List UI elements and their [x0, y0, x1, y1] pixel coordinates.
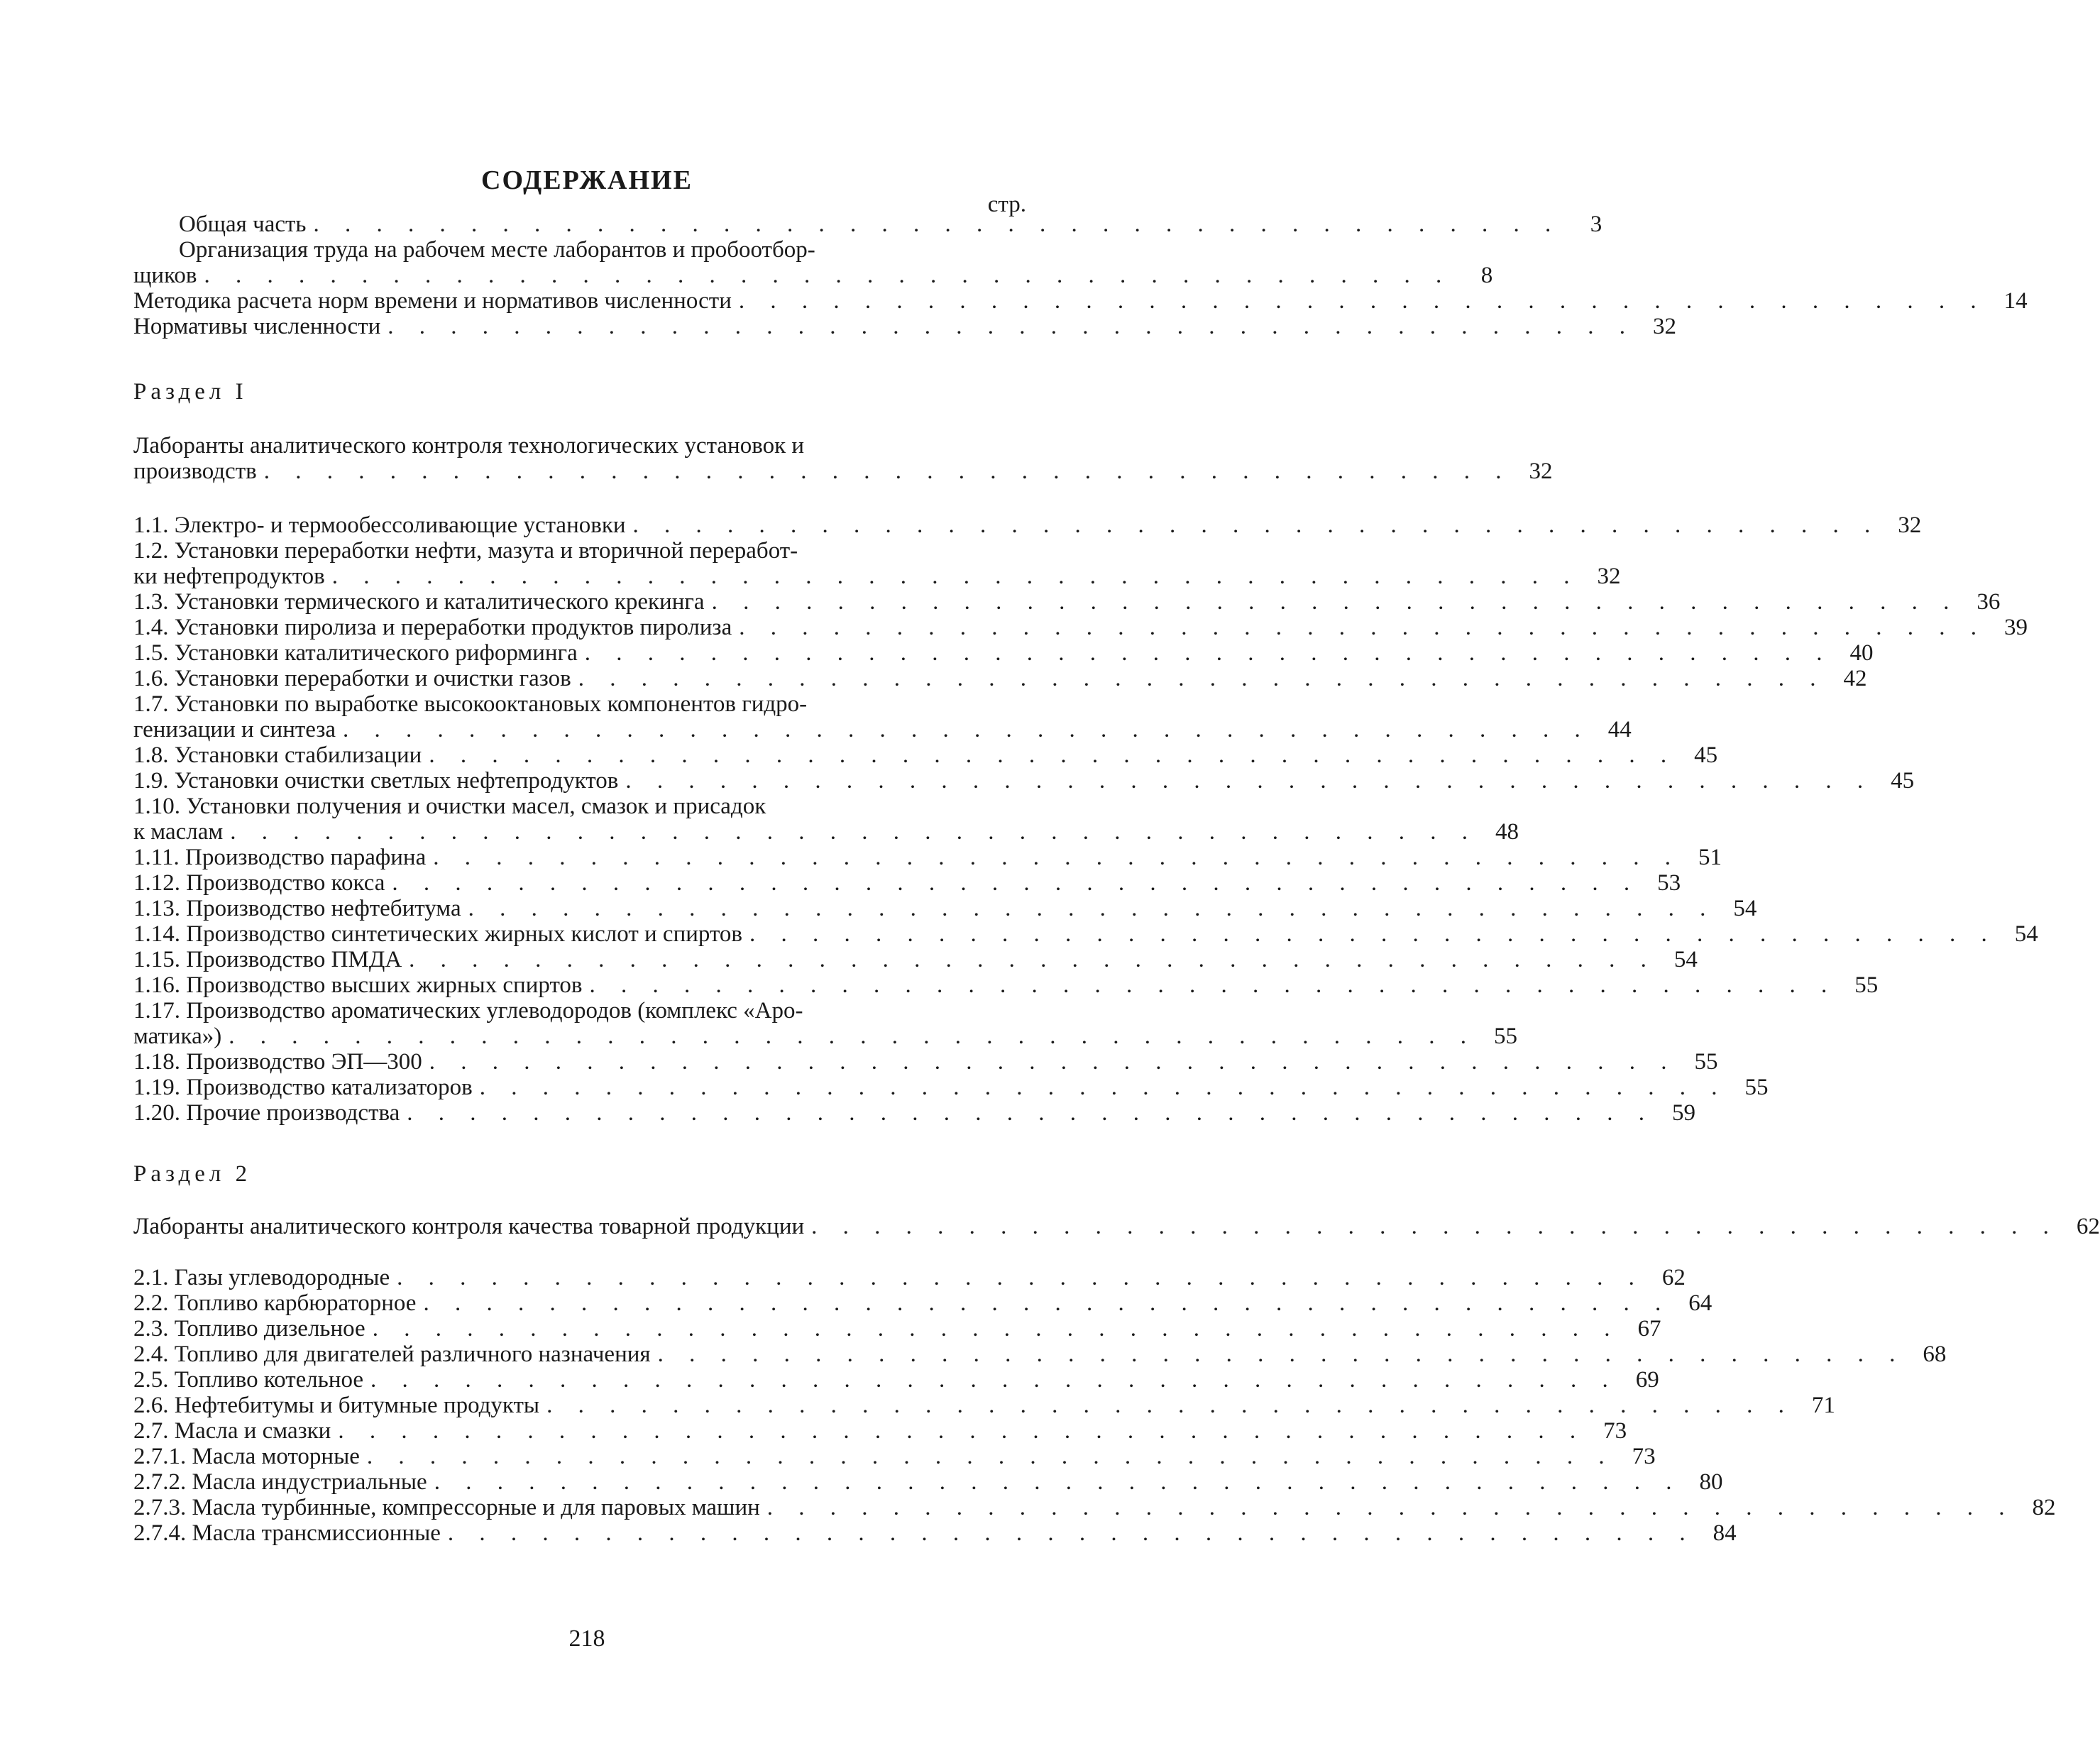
section-1-title-entry [133, 433, 1553, 484]
dot-leader: . . . . . . . . . . . . . . . . . . . . . . . . . . . . . . . . . . . . . . . . [739, 615, 1986, 640]
entry-page-number: 64 [1688, 1290, 1713, 1316]
entry-page-number: 69 [1635, 1367, 1659, 1393]
toc-entry [133, 314, 1677, 339]
toc-entry [133, 1495, 2056, 1520]
entry-text-line: 1.9. Установки очистки светлых нефтепродуктов [133, 768, 619, 794]
toc-entry [133, 1469, 1723, 1495]
dot-leader: . . . . . . . . . . . . . . . . . . . . . . . . . . . . . . . . . . . . . . . . [632, 512, 1881, 538]
entry-text-line: щиков [133, 263, 197, 288]
entry-page-number: 62 [1661, 1265, 1686, 1290]
toc-entry [133, 1265, 1686, 1290]
entry-page-number: 39 [2004, 615, 2028, 640]
dot-leader: . . . . . . . . . . . . . . . . . . . . . . . . . . . . . . . . . . . . . . . . [657, 1342, 1906, 1367]
entry-page-number: 55 [1694, 1049, 1718, 1075]
entry-page-number: 67 [1637, 1316, 1661, 1342]
entry-text-line: 1.15. Производство ПМДА [133, 947, 402, 972]
entry-text-line: 1.19. Производство катализаторов [133, 1075, 473, 1100]
dot-leader: . . . . . . . . . . . . . . . . . . . . . . . . . . . . . . . . . . . . . . . . [313, 212, 1561, 237]
entry-text-line: 2.4. Топливо для двигателей различного назначения [133, 1342, 651, 1367]
dot-leader: . . . . . . . . . . . . . . . . . . . . . . . . . . . . . . . . . . . . . . . . [749, 921, 1997, 947]
toc-entry [133, 691, 1632, 742]
entry-text-line: 1.13. Производство нефтебитума [133, 896, 461, 921]
toc-entry [133, 1100, 1696, 1126]
dot-leader: . . . . . . . . . . . . . . . . . . . . . . . . . . . . . . . . . . . . . . . . [343, 717, 1590, 742]
toc-entry [133, 212, 1603, 237]
toc-entry [133, 1049, 1718, 1075]
toc-entry [133, 288, 2028, 314]
toc-entry [133, 921, 2038, 947]
dot-leader: . . . . . . . . . . . . . . . . . . . . . . . . . . . . . . . . . . . . . . . . [479, 1075, 1727, 1100]
entry-page-number: 40 [1849, 640, 1874, 666]
entry-text-line: производств [133, 459, 257, 484]
dot-leader: . . . . . . . . . . . . . . . . . . . . . . . . . . . . . . . . . . . . . . . . [409, 947, 1656, 972]
toc-entry [133, 972, 1879, 998]
entry-page-number: 68 [1923, 1342, 1947, 1367]
entry-text-line: 1.20. Прочие производства [133, 1100, 400, 1126]
dot-leader: . . . . . . . . . . . . . . . . . . . . . . . . . . . . . . . . . . . . . . . . [263, 459, 1512, 484]
page-number: 218 [568, 1625, 605, 1652]
entry-page-number: 71 [1811, 1393, 1835, 1418]
dot-leader: . . . . . . . . . . . . . . . . . . . . . . . . . . . . . . . . . . . . . . . . [397, 1265, 1644, 1290]
entry-page-number: 45 [1891, 768, 1915, 794]
entry-text-line: 1.11. Производство парафина [133, 845, 427, 870]
toc-entry [133, 794, 1519, 845]
entry-page-number: 44 [1607, 717, 1632, 742]
entry-page-number: 80 [1699, 1469, 1723, 1495]
entry-text-line: Общая часть [179, 212, 307, 237]
entry-page-number: 3 [1590, 212, 1603, 237]
entry-page-number: 59 [1672, 1100, 1696, 1126]
toc-entry [133, 538, 1621, 589]
dot-leader: . . . . . . . . . . . . . . . . . . . . . . . . . . . . . . . . . . . . . . . . [429, 1049, 1677, 1075]
dot-leader: . . . . . . . . . . . . . . . . . . . . . . . . . . . . . . . . . . . . . . . . [811, 1214, 2059, 1239]
dot-leader: . . . . . . . . . . . . . . . . . . . . . . . . . . . . . . . . . . . . . . . . [372, 1316, 1620, 1342]
entry-text-line: 1.10. Установки получения и очистки масел, смазок и присадок [133, 794, 766, 819]
toc-entry [133, 640, 1874, 666]
entry-text-line: 2.2. Топливо карбюраторное [133, 1290, 417, 1316]
entry-text-line: 2.7.1. Масла моторные [133, 1444, 360, 1469]
entry-text-line: Организация труда на рабочем месте лаборантов и пробоотбор- [179, 237, 815, 263]
entry-text-line: 1.4. Установки пиролиза и переработки продуктов пиролиза [133, 615, 732, 640]
entry-text-line: Лаборанты аналитического контроля технологических установок и [133, 433, 805, 459]
toc-entry [133, 1444, 1656, 1469]
entry-text-line: 1.5. Установки каталитического риформинга [133, 640, 578, 666]
toc-entry [133, 1367, 1659, 1393]
toc-entry [133, 768, 1915, 794]
entry-text-line: 1.1. Электро- и термообессоливающие установки [133, 512, 626, 538]
dot-leader: . . . . . . . . . . . . . . . . . . . . . . . . . . . . . . . . . . . . . . . . [546, 1393, 1794, 1418]
dot-leader: . . . . . . . . . . . . . . . . . . . . . . . . . . . . . . . . . . . . . . . . [766, 1495, 2015, 1520]
toc-entry [133, 512, 1922, 538]
toc-entry [133, 1316, 1661, 1342]
toc-entry [133, 1393, 1835, 1418]
entry-text-line: 1.7. Установки по выработке высокооктановых компонентов гидро- [133, 691, 808, 717]
toc-entry [133, 1520, 1737, 1546]
entry-page-number: 53 [1657, 870, 1681, 896]
toc-entry [133, 589, 2001, 615]
entry-page-number: 14 [2003, 288, 2028, 314]
entry-page-number: 73 [1603, 1418, 1627, 1444]
entry-text-line: 2.7.2. Масла индустриальные [133, 1469, 427, 1495]
dot-leader: . . . . . . . . . . . . . . . . . . . . . . . . . . . . . . . . . . . . . . . . [447, 1520, 1695, 1546]
dot-leader: . . . . . . . . . . . . . . . . . . . . . . . . . . . . . . . . . . . . . . . . [366, 1444, 1615, 1469]
section-1-heading: Раздел I [133, 379, 248, 405]
entry-text-line: 2.7. Масла и смазки [133, 1418, 331, 1444]
dot-leader: . . . . . . . . . . . . . . . . . . . . . . . . . . . . . . . . . . . . . . . . [711, 589, 1959, 615]
entry-text-line: 1.14. Производство синтетических жирных кислот и спиртов [133, 921, 743, 947]
dot-leader: . . . . . . . . . . . . . . . . . . . . . . . . . . . . . . . . . . . . . . . . [434, 1469, 1682, 1495]
entry-text-line: 2.5. Топливо котельное [133, 1367, 364, 1393]
dot-leader: . . . . . . . . . . . . . . . . . . . . . . . . . . . . . . . . . . . . . . . . [433, 845, 1681, 870]
entry-page-number: 54 [1733, 896, 1757, 921]
entry-page-number: 32 [1898, 512, 1922, 538]
entry-text-line: 1.16. Производство высших жирных спиртов [133, 972, 583, 998]
entry-text-line: 1.17. Производство ароматических углеводородов (комплекс «Аро- [133, 998, 803, 1024]
entry-page-number: 62 [2076, 1214, 2100, 1239]
dot-leader: . . . . . . . . . . . . . . . . . . . . . . . . . . . . . . . . . . . . . . . . [387, 314, 1636, 339]
entry-page-number: 73 [1632, 1444, 1656, 1469]
entry-text-line: 1.18. Производство ЭП—300 [133, 1049, 422, 1075]
entry-page-number: 54 [1673, 947, 1698, 972]
entry-text-line: 1.6. Установки переработки и очистки газов [133, 666, 571, 691]
section-2-title-entry [133, 1214, 2100, 1239]
toc-entry [133, 896, 1757, 921]
entry-text-line: 2.3. Топливо дизельное [133, 1316, 365, 1342]
dot-leader: . . . . . . . . . . . . . . . . . . . . . . . . . . . . . . . . . . . . . . . . [229, 1024, 1476, 1049]
toc-entry [133, 1342, 1947, 1367]
entry-page-number: 48 [1495, 819, 1519, 845]
toc-entry [133, 1290, 1713, 1316]
entry-page-number: 51 [1698, 845, 1722, 870]
toc-entry [133, 947, 1698, 972]
entry-page-number: 54 [2014, 921, 2038, 947]
dot-leader: . . . . . . . . . . . . . . . . . . . . . . . . . . . . . . . . . . . . . . . . [392, 870, 1640, 896]
entry-text-line: Лаборанты аналитического контроля качества товарной продукции [133, 1214, 805, 1239]
dot-leader: . . . . . . . . . . . . . . . . . . . . . . . . . . . . . . . . . . . . . . . . [204, 263, 1452, 288]
dot-leader: . . . . . . . . . . . . . . . . . . . . . . . . . . . . . . . . . . . . . . . . [589, 972, 1837, 998]
toc-entry [133, 845, 1722, 870]
entry-text-line: 1.2. Установки переработки нефти, мазута и вторичной переработ- [133, 538, 798, 564]
entry-page-number: 55 [1493, 1024, 1517, 1049]
toc-entry [133, 870, 1681, 896]
entry-page-number: 36 [1977, 589, 2001, 615]
entry-text-line: 1.3. Установки термического и каталитического крекинга [133, 589, 705, 615]
entry-text-line: 1.12. Производство кокса [133, 870, 385, 896]
dot-leader: . . . . . . . . . . . . . . . . . . . . . . . . . . . . . . . . . . . . . . . . [738, 288, 1986, 314]
toc-entry [133, 237, 1493, 288]
entry-text-line: ки нефтепродуктов [133, 564, 325, 589]
entry-text-line: генизации и синтеза [133, 717, 336, 742]
page-column-label: стр. [987, 192, 1026, 217]
entry-page-number: 55 [1744, 1075, 1769, 1100]
entry-page-number: 55 [1854, 972, 1879, 998]
toc-entry [133, 998, 1517, 1049]
toc-entry [133, 666, 1867, 691]
dot-leader: . . . . . . . . . . . . . . . . . . . . . . . . . . . . . . . . . . . . . . . . [407, 1100, 1655, 1126]
entry-page-number: 82 [2032, 1495, 2056, 1520]
entry-page-number: 32 [1653, 314, 1677, 339]
entry-page-number: 45 [1694, 742, 1718, 768]
entry-text-line: матика») [133, 1024, 222, 1049]
dot-leader: . . . . . . . . . . . . . . . . . . . . . . . . . . . . . . . . . . . . . . . . [230, 819, 1478, 845]
dot-leader: . . . . . . . . . . . . . . . . . . . . . . . . . . . . . . . . . . . . . . . . [584, 640, 1832, 666]
entry-text-line: Методика расчета норм времени и нормативов численности [133, 288, 732, 314]
entry-text-line: 1.8. Установки стабилизации [133, 742, 422, 768]
toc-entry [133, 1418, 1627, 1444]
entry-page-number: 32 [1529, 459, 1553, 484]
dot-leader: . . . . . . . . . . . . . . . . . . . . . . . . . . . . . . . . . . . . . . . . [331, 564, 1580, 589]
toc-entry [133, 615, 2028, 640]
entry-text-line: Нормативы численности [133, 314, 381, 339]
section-2-heading: Раздел 2 [133, 1161, 252, 1187]
page-title: СОДЕРЖАНИЕ [481, 165, 693, 195]
entry-text-line: 2.7.3. Масла турбинные, компрессорные и для паровых машин [133, 1495, 760, 1520]
entry-page-number: 42 [1843, 666, 1867, 691]
dot-leader: . . . . . . . . . . . . . . . . . . . . . . . . . . . . . . . . . . . . . . . . [625, 768, 1874, 794]
entry-text-line: 2.6. Нефтебитумы и битумные продукты [133, 1393, 540, 1418]
entry-page-number: 32 [1597, 564, 1621, 589]
dot-leader: . . . . . . . . . . . . . . . . . . . . . . . . . . . . . . . . . . . . . . . . [423, 1290, 1671, 1316]
entry-text-line: 2.1. Газы углеводородные [133, 1265, 390, 1290]
entry-text-line: к маслам [133, 819, 224, 845]
dot-leader: . . . . . . . . . . . . . . . . . . . . . . . . . . . . . . . . . . . . . . . . [370, 1367, 1618, 1393]
dot-leader: . . . . . . . . . . . . . . . . . . . . . . . . . . . . . . . . . . . . . . . . [468, 896, 1716, 921]
entry-text-line: 2.7.4. Масла трансмиссионные [133, 1520, 441, 1546]
dot-leader: . . . . . . . . . . . . . . . . . . . . . . . . . . . . . . . . . . . . . . . . [338, 1418, 1586, 1444]
toc-entry [133, 1075, 1769, 1100]
dot-leader: . . . . . . . . . . . . . . . . . . . . . . . . . . . . . . . . . . . . . . . . [429, 742, 1677, 768]
toc-entry [133, 742, 1718, 768]
entry-page-number: 84 [1713, 1520, 1737, 1546]
entry-page-number: 8 [1480, 263, 1493, 288]
dot-leader: . . . . . . . . . . . . . . . . . . . . . . . . . . . . . . . . . . . . . . . . [578, 666, 1826, 691]
